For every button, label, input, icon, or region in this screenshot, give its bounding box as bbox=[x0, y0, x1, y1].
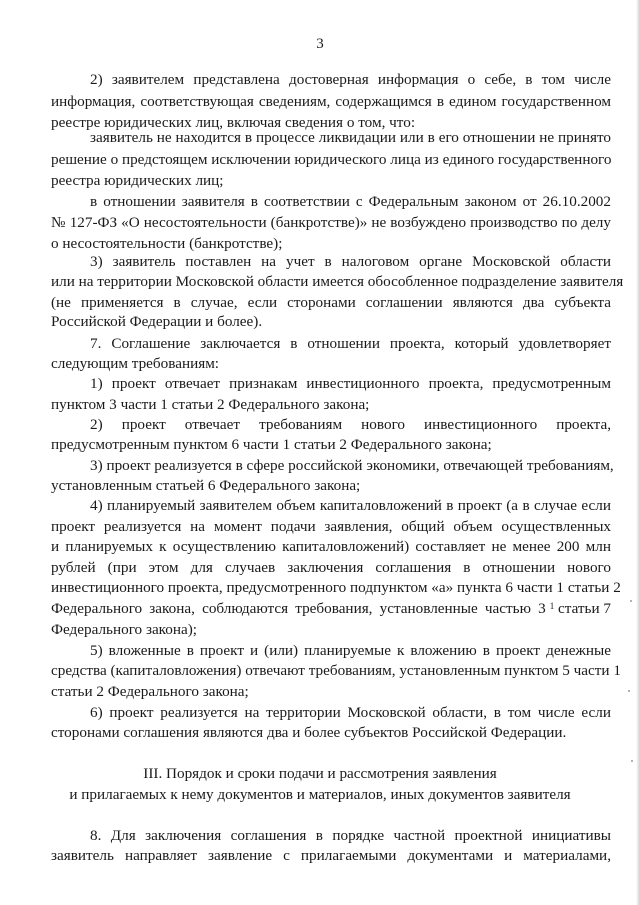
text-line: о несостоятельности (банкротстве); bbox=[51, 235, 283, 252]
text-line: 6) проект реализуется на территории Московской области, в том числе если bbox=[90, 704, 611, 721]
text-line-tail: статьи 7 bbox=[554, 600, 611, 617]
text-line: сторонами соглашения являются два и более субъектов Российской Федерации. bbox=[51, 724, 567, 741]
text-line: Федерального закона); bbox=[51, 621, 198, 638]
text-line: 3) заявитель поставлен на учет в налоговом органе Московской области bbox=[90, 253, 611, 270]
text-line: реестре юридических лиц, включая сведения о том, что: bbox=[51, 114, 416, 131]
text-line: инвестиционного проекта, предусмотренного подпунктом «а» пункта 6 части 1 статьи 2 bbox=[51, 579, 621, 596]
text-line: средства (капиталовложения) отвечают требованиям, установленным пунктом 5 части 1 bbox=[51, 662, 621, 679]
text-line: заявитель не находится в процессе ликвидации или в его отношении не принято bbox=[90, 129, 611, 146]
text-line-part bbox=[550, 600, 611, 618]
text-line: 2) заявителем представлена достоверная информация о себе, в том числе bbox=[90, 71, 611, 88]
scan-speck bbox=[630, 600, 632, 602]
text-line: установленным статьей 6 Федерального закона; bbox=[51, 477, 361, 494]
text-line: 8. Для заключения соглашения в порядке частной проектной инициативы bbox=[90, 827, 611, 844]
text-line: 1) проект отвечает признакам инвестиционного проекта, предусмотренным bbox=[90, 375, 611, 392]
text-line: (не применяется в случае, если сторонами соглашении являются два субъекта bbox=[51, 294, 611, 311]
superscript: 1 bbox=[549, 601, 555, 611]
text-line: статьи 2 Федерального закона; bbox=[51, 683, 249, 700]
text-line: или на территории Московской области имеется обособленное подразделение заявителя bbox=[51, 273, 624, 290]
text-line: следующим требованиям: bbox=[51, 355, 220, 372]
text-line: 2) проект отвечает требованиям нового инвестиционного проекта, bbox=[90, 416, 611, 433]
text-line: 4) планируемый заявителем объем капиталовложений в проект (а в случае если bbox=[90, 497, 611, 514]
text-line: и планируемых к осуществлению капиталовложений) составляет не менее 200 млн bbox=[51, 538, 611, 555]
text-line: пунктом 3 части 1 статьи 2 Федерального закона; bbox=[51, 396, 370, 413]
scan-edge bbox=[636, 0, 640, 905]
page-number: 3 bbox=[316, 36, 324, 52]
text-line: реестра юридических лиц; bbox=[51, 172, 224, 189]
text-line-with-superscript bbox=[51, 600, 611, 618]
section-heading: и прилагаемых к нему документов и материалов, иных документов заявителя bbox=[69, 786, 571, 803]
text-line-part: Федерального закона, соблюдаются требования, установленные частью 3 bbox=[51, 600, 546, 617]
text-line: 7. Соглашение заключается в отношении проекта, который удовлетворяет bbox=[90, 335, 611, 352]
text-line: рублей (при этом для случаев заключения соглашения в отношении нового bbox=[51, 559, 611, 576]
text-line: заявитель направляет заявление с прилагаемыми документами и материалами, bbox=[51, 847, 611, 864]
scan-speck bbox=[628, 690, 630, 692]
section-heading: III. Порядок и сроки подачи и рассмотрения заявления bbox=[143, 765, 497, 782]
text-line: Российской Федерации и более). bbox=[51, 313, 263, 330]
text-line: 3) проект реализуется в сфере российской экономики, отвечающей требованиям, bbox=[90, 457, 614, 474]
text-line: решение о предстоящем исключении юридического лица из единого государственного bbox=[51, 151, 612, 168]
text-line: № 127-ФЗ «О несостоятельности (банкротстве)» не возбуждено производство по делу bbox=[51, 214, 611, 231]
text-line: 5) вложенные в проект и (или) планируемые к вложению в проект денежные bbox=[90, 642, 611, 659]
text-line: информация, соответствующая сведениям, содержащимся в едином государственном bbox=[51, 93, 611, 110]
text-line: проект реализуется на момент подачи заявления, общий объем осуществленных bbox=[51, 518, 611, 535]
text-line: в отношении заявителя в соответствии с Федеральным законом от 26.10.2002 bbox=[90, 193, 611, 210]
text-line: предусмотренным пунктом 6 части 1 статьи 2 Федерального закона; bbox=[51, 436, 492, 453]
scan-speck bbox=[631, 760, 633, 762]
